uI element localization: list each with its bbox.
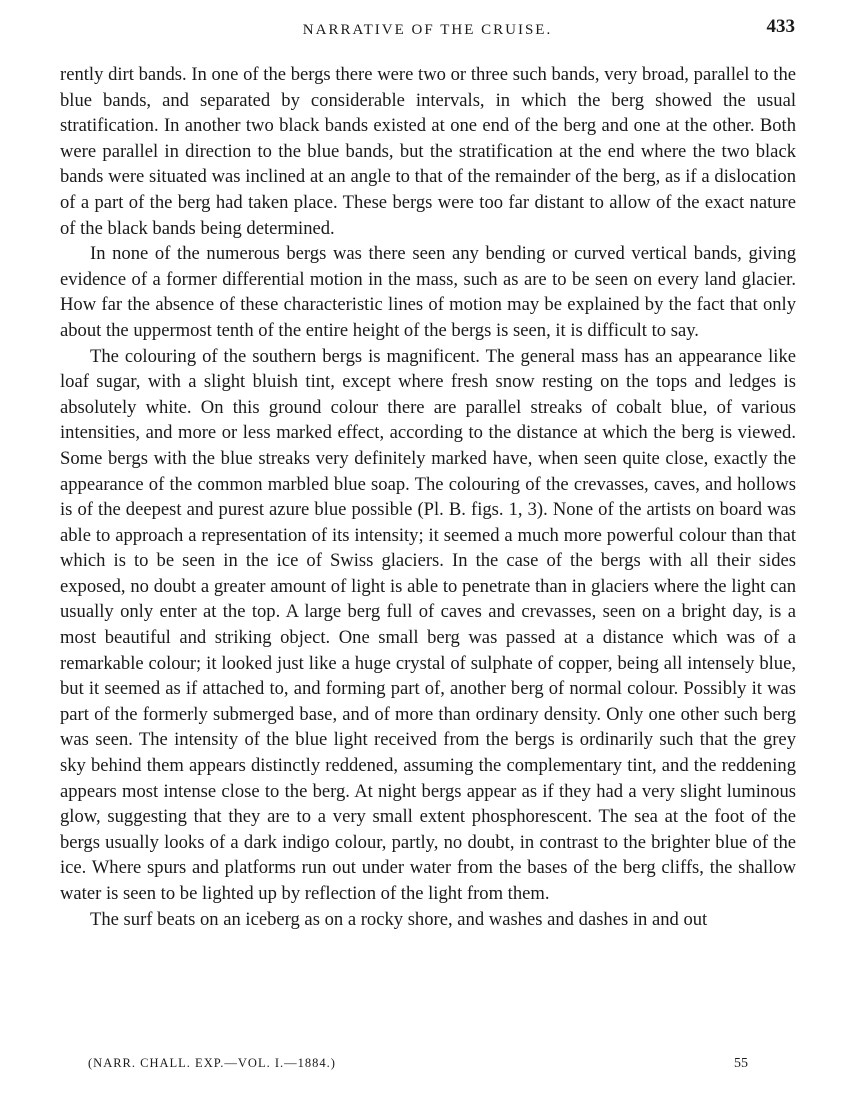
page-footer	[88, 1056, 748, 1076]
paragraph: The surf beats on an iceberg as on a rocky shore, and washes and dashes in and out	[90, 908, 708, 930]
paragraph: In none of the numerous bergs was there seen any bending or curved vertical bands, giving evidence of a former differential motion in the mass, such as are to be seen on every land glacier. How far the absence of these characteristic lines of motion may be explained by the fact that only about the uppermost tenth of the entire height of the bergs is seen, it is difficult to say.	[60, 243, 796, 341]
sheet-number: 55	[734, 1056, 748, 1071]
page-number: 433	[766, 16, 795, 37]
printer-signature: (NARR. CHALL. EXP.—VOL. I.—1884.)	[88, 1056, 336, 1070]
paragraph: The colouring of the southern bergs is magnificent. The general mass has an appearance like loaf sugar, with a slight bluish tint, except where fresh snow resting on the tops and ledges is absolutely white. On this ground colour there are parallel streaks of cobalt blue, of various intensities, and more or less marked effect, according to the distance at which the berg is viewed. Some bergs with the blue streaks very definitely marked have, when seen quite close, exactly the appearance of the common marbled blue soap. The colouring of the crevasses, caves, and hollows is of the deepest and purest azure blue possible (Pl. B. figs. 1, 3). None of the artists on board was able to approach a representation of its intensity; it seemed a much more powerful colour than that which is to be seen in the ice of Swiss glaciers. In the case of the bergs with all their sides exposed, no doubt a greater amount of light is able to penetrate than in glaciers where the light can usually only enter at the top. A large berg full of caves and crevasses, seen on a bright day, is a most beautiful and striking object. One small berg was passed at a distance which was of a remarkable colour; it looked just like a huge crystal of sulphate of copper, being all intensely blue, but it seemed as if attached to, and forming part of, another berg of normal colour. Possibly it was part of the formerly submerged base, and of more than ordinary density. Only one other such berg was seen. The intensity of the blue light received from the bergs is ordinarily such that the grey sky behind them appears distinctly reddened, assuming the complementary tint, and the reddening appears most intense close to the berg. At night bergs appear as if they had a very slight luminous glow, suggesting that they are to a very small extent phosphorescent. The sea at the foot of the bergs usually looks of a dark indigo colour, partly, no doubt, in contrast to the brighter blue of the ice. Where spurs and platforms run out under water from the bases of the berg cliffs, the shallow water is seen to be lighted up by reflection of the light from them.	[60, 345, 796, 904]
paragraph-continued: rently dirt bands. In one of the bergs there were two or three such bands, very broad, parallel to the blue bands, and separated by considerable intervals, in which the berg showed the usual stratification. In another two black bands existed at one end of the berg and one at the other. Both were parallel in direction to the blue bands, but the stratification at the end where the two black bands were situated was inclined at an angle to that of the remainder of the berg, as if a dislocation of a part of the berg had taken place. These bergs were too far distant to allow of the exact nature of the black bands being determined.	[60, 64, 796, 239]
body-text	[60, 62, 796, 932]
running-title: NARRATIVE OF THE CRUISE.	[302, 22, 553, 38]
page-header	[60, 16, 795, 44]
